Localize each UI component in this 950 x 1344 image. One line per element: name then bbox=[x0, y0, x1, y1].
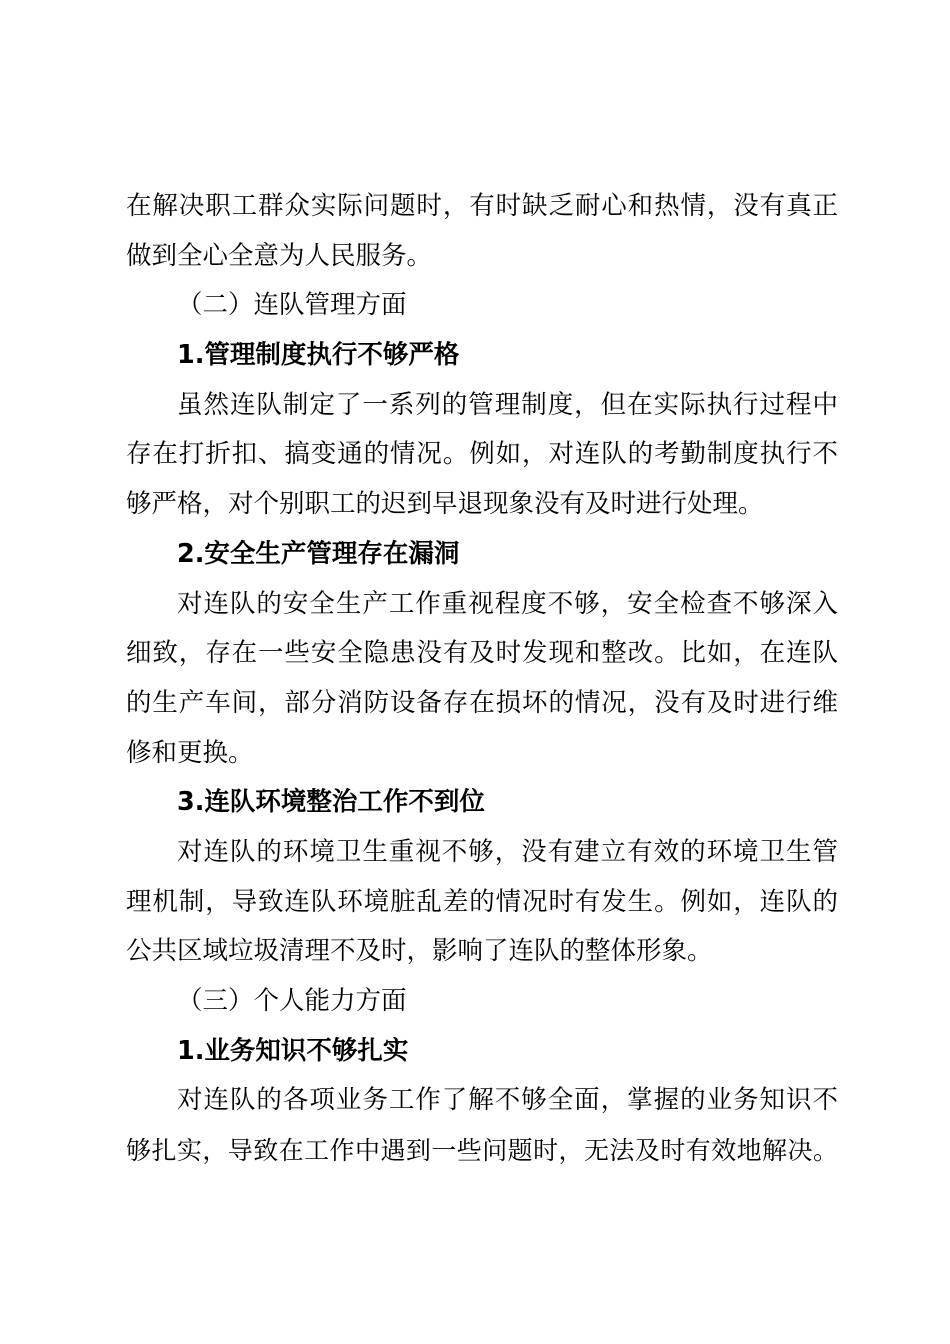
paragraph-line: 理机制，导致连队环境脏乱差的情况时有发生。例如，连队的 bbox=[126, 886, 838, 917]
paragraph-line: 够扎实，导致在工作中遇到一些问题时，无法及时有效地解决。 bbox=[126, 1136, 838, 1166]
paragraph-line: 对连队的环境卫生重视不够，没有建立有效的环境卫生管 bbox=[177, 836, 838, 867]
document-body bbox=[126, 182, 838, 1176]
paragraph-line: 对连队的安全生产工作重视程度不够，安全检查不够深入 bbox=[177, 588, 838, 619]
paragraph-line: 细致，存在一些安全隐患没有及时发现和整改。比如，在连队 bbox=[126, 638, 838, 669]
subsection-heading: 2.安全生产管理存在漏洞 bbox=[177, 538, 460, 569]
paragraph-line: 对连队的各项业务工作了解不够全面，掌握的业务知识不 bbox=[177, 1085, 838, 1116]
paragraph-line: 在解决职工群众实际问题时，有时缺乏耐心和热情，没有真正 bbox=[126, 191, 838, 221]
paragraph-line: 的生产车间，部分消防设备存在损坏的情况，没有及时进行维 bbox=[126, 687, 838, 718]
paragraph-line: 存在打折扣、搞变通的情况。例如，对连队的考勤制度执行不 bbox=[126, 439, 838, 470]
paragraph-line: 做到全心全意为人民服务。 bbox=[126, 240, 433, 271]
subsection-heading: 1.业务知识不够扎实 bbox=[177, 1035, 409, 1066]
paragraph-line: 虽然连队制定了一系列的管理制度，但在实际执行过程中 bbox=[177, 389, 838, 420]
paragraph-line: 够严格，对个别职工的迟到早退现象没有及时进行处理。 bbox=[126, 489, 764, 520]
section-heading: （二）连队管理方面 bbox=[177, 290, 407, 321]
paragraph-line: 公共区域垃圾清理不及时，影响了连队的整体形象。 bbox=[126, 936, 713, 967]
section-heading: （三）个人能力方面 bbox=[177, 986, 407, 1016]
paragraph-line: 修和更换。 bbox=[126, 737, 254, 768]
subsection-heading: 1.管理制度执行不够严格 bbox=[177, 340, 460, 371]
subsection-heading: 3.连队环境整治工作不到位 bbox=[177, 787, 485, 818]
